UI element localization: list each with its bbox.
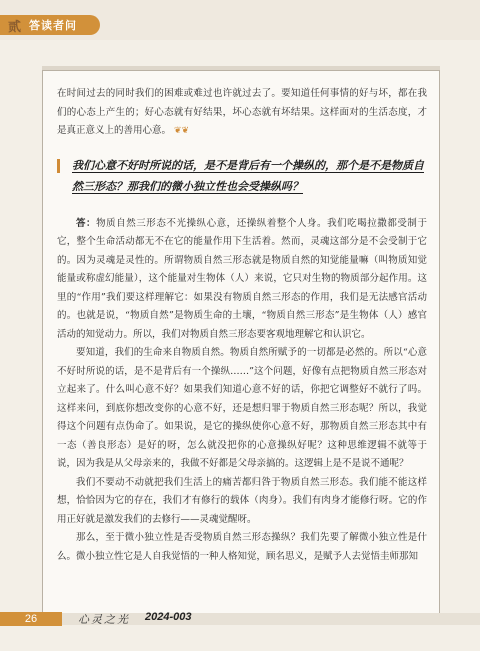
issue-number: 2024-003 (145, 611, 192, 623)
answer-paragraph-1 (57, 215, 427, 345)
section-number: 贰 (8, 19, 22, 35)
question-block (57, 155, 427, 197)
answer-label: 答： (76, 217, 97, 229)
page-number: 26 (0, 612, 62, 626)
question-marker (57, 159, 60, 173)
intro-paragraph (57, 85, 427, 141)
answer-paragraph-2: 要知道，我们的生命来自物质自然。物质自然所赋予的一切都是必然的。所以“心意不好时所说的话，是不是背后有一个操纵……”这个问题，好像有点把物质自然三形态对立起来了。什么叫心意不好？如果我们知道心意不好的话，你把它调整好不就行了吗。这样来问，到底你想改变你的心意不好，还是想归罪于物质自然三形态呢？所以，我觉得这个问题有点伪命了。如果说，是它的操纵使你心意不好，那物质自然三形态其中有一态（善良形态）是好的呀，怎么就没把你的心意操纵好呢？这种思维逻辑不就等于说，因为我是从父母亲来的，我做不好都是父母亲搞的。这逻辑上是不是说不通呢？ (57, 347, 427, 469)
magazine-name: 心灵之光 (78, 613, 130, 626)
intro-text: 在时间过去的同时我们的困难或难过也许就过去了。要知道任何事情的好与坏，都在我们的心态上产生的；好心态就有好结果，坏心态就有坏结果。这样面对的生活态度，才是真正意义上的善用心意。 (57, 88, 427, 136)
section-title: 答读者问 (29, 19, 78, 32)
answer-text-1: 物质自然三形态不光操纵心意，还操纵着整个人身。我们吃喝拉撒都受制于它，整个生命活动都无不在它的能量作用下生活着。然而，灵魂这部分是不会受制于它的。因为灵魂是灵性的。所谓物质自然三形态就是物质自然的知觉能量嘛（叫物质知觉能量或称虚幻能量），这个能量对生物体（人）来说，它只对生物的物质部分起作用。这里的“作用”我们要这样理解它：如果没有物质自然三形态的作用，我们是无法感官活动的。也就是说，“物质自然”是物质生命的土壤，“物质自然三形态”是生物体（人）感官活动的知觉动力。所以，我们对物质自然三形态要客观地理解它和认识它。 (57, 217, 427, 340)
ornament-icon: ❦❦ (174, 126, 190, 136)
footer-stripe (0, 613, 480, 625)
answer-paragraph-3: 我们不要动不动就把我们生活上的痛苦都归咎于物质自然三形态。我们能不能这样想，恰恰因为它的存在，我们才有修行的载体（肉身）。我们有肉身才能修行呀。它的作用正好就是激发我们的去修行——灵魂觉醒呀。 (57, 476, 427, 525)
article-content (57, 85, 427, 566)
section-tab (0, 15, 100, 35)
question-text: 我们心意不好时所说的话，是不是背后有一个操纵的，那个是不是物质自然三形态？那我们的微小独立性也会受操纵吗？ (72, 158, 424, 193)
answer-paragraph-4: 那么，至于微小独立性是否受物质自然三形态操纵？我们先要了解微小独立性是什么。微小独立性它是人自我觉悟的一种人格知觉，顾名思义，是赋予人去觉悟圭师那知 (57, 532, 427, 562)
